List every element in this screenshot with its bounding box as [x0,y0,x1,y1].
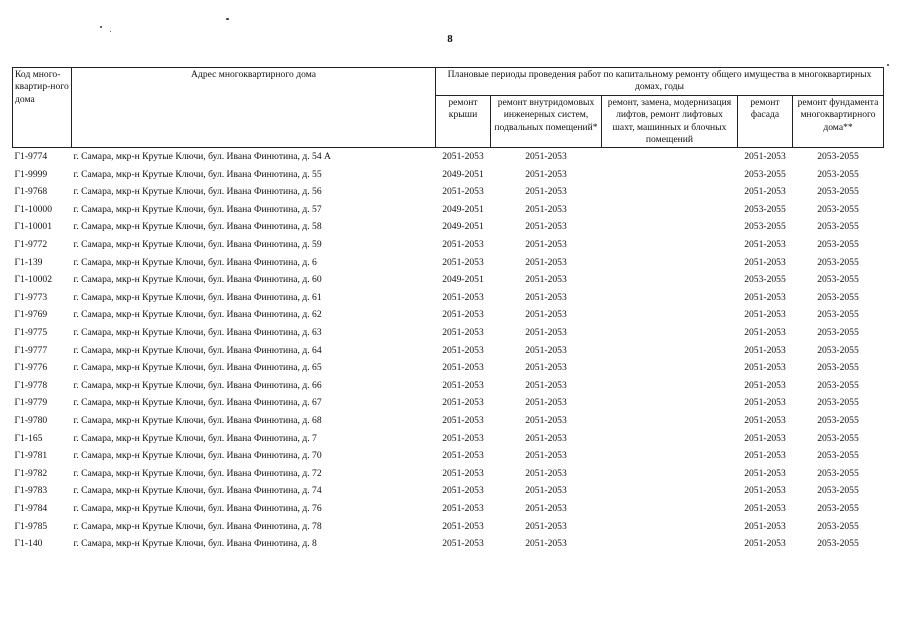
roof-period-cell: 2051-2053 [442,239,484,250]
facade-period-cell: 2051-2053 [744,414,786,426]
roof-period-cell: 2051-2053 [442,450,484,462]
code-cell: Г1-10001 [14,221,53,233]
elevators-period-cell [602,412,738,430]
table-row [13,184,884,202]
foundation-period-cell: 2053-2055 [817,467,859,479]
roof-period-cell: 2051-2053 [442,326,484,338]
roof-period-cell: 2051-2053 [442,485,484,497]
table-row [13,272,884,290]
engineering-period-cell: 2051-2053 [525,168,567,180]
engineering-period-cell: 2051-2053 [525,291,567,303]
elevators-period-cell [602,307,738,325]
header-address: Адрес многоквартирного дома [72,68,436,148]
roof-period-cell: 2051-2053 [442,362,484,374]
elevators-period-cell [602,289,738,307]
roof-period-cell: 2051-2053 [442,432,484,444]
foundation-period-cell: 2053-2055 [817,221,859,233]
facade-period-cell: 2053-2055 [744,221,786,233]
elevators-period-cell [602,236,738,254]
table-row [13,254,884,272]
facade-period-cell: 2051-2053 [744,379,786,391]
address-cell: г. Самара, мкр-н Крутые Ключи, бул. Ивана Финютина, д. 62 [73,309,322,321]
address-cell: г. Самара, мкр-н Крутые Ключи, бул. Ивана Финютина, д. 76 [73,502,322,514]
foundation-period-cell: 2053-2055 [817,344,859,356]
code-cell: Г1-9774 [14,151,48,163]
code-cell: Г1-10002 [14,274,53,286]
elevators-period-cell [602,201,738,219]
code-cell: Г1-9775 [14,326,48,338]
foundation-period-cell: 2053-2055 [817,186,859,198]
elevators-period-cell [602,518,738,536]
foundation-period-cell: 2053-2055 [817,274,859,286]
code-cell: Г1-139 [14,256,43,268]
engineering-period-cell: 2051-2053 [525,344,567,356]
code-cell: Г1-9772 [14,239,48,250]
facade-period-cell: 2051-2053 [744,151,786,163]
elevators-period-cell [602,500,738,518]
engineering-period-cell: 2051-2053 [525,186,567,198]
address-cell: г. Самара, мкр-н Крутые Ключи, бул. Ивана Финютина, д. 7 [73,432,317,444]
facade-period-cell: 2051-2053 [744,450,786,462]
facade-period-cell: 2051-2053 [744,397,786,409]
code-cell: Г1-165 [14,432,43,444]
elevators-period-cell [602,184,738,202]
foundation-period-cell: 2053-2055 [817,379,859,391]
scan-speck [887,64,889,66]
facade-period-cell: 2051-2053 [744,291,786,303]
facade-period-cell: 2051-2053 [744,256,786,268]
address-cell: г. Самара, мкр-н Крутые Ключи, бул. Ивана Финютина, д. 74 [73,485,322,497]
engineering-period-cell: 2051-2053 [525,239,567,250]
facade-period-cell: 2051-2053 [744,520,786,532]
facade-period-cell: 2053-2055 [744,274,786,286]
address-cell: г. Самара, мкр-н Крутые Ключи, бул. Ивана Финютина, д. 8 [73,538,317,550]
engineering-period-cell: 2051-2053 [525,256,567,268]
table-row [13,448,884,466]
engineering-period-cell: 2051-2053 [525,502,567,514]
facade-period-cell: 2051-2053 [744,432,786,444]
elevators-period-cell [602,360,738,378]
address-cell: г. Самара, мкр-н Крутые Ключи, бул. Ивана Финютина, д. 64 [73,344,322,356]
table-row [13,289,884,307]
scan-speck [226,18,229,20]
foundation-period-cell: 2053-2055 [817,239,859,250]
foundation-period-cell: 2053-2055 [817,168,859,180]
facade-period-cell: 2051-2053 [744,502,786,514]
header-foundation: ремонт фундамента многоквартирного дома** [793,95,884,148]
table-row [13,465,884,483]
foundation-period-cell: 2053-2055 [817,203,859,215]
engineering-period-cell: 2051-2053 [525,467,567,479]
code-cell: Г1-9784 [14,502,48,514]
code-cell: Г1-9777 [14,344,48,356]
code-cell: Г1-9776 [14,362,48,374]
foundation-period-cell: 2053-2055 [817,309,859,321]
code-cell: Г1-9785 [14,520,48,532]
address-cell: г. Самара, мкр-н Крутые Ключи, бул. Ивана Финютина, д. 63 [73,326,322,338]
address-cell: г. Самара, мкр-н Крутые Ключи, бул. Ивана Финютина, д. 54 А [73,151,331,163]
roof-period-cell: 2051-2053 [442,309,484,321]
roof-period-cell: 2051-2053 [442,291,484,303]
elevators-period-cell [602,324,738,342]
roof-period-cell: 2051-2053 [442,414,484,426]
code-cell: Г1-9773 [14,291,48,303]
code-cell: Г1-9782 [14,467,48,479]
address-cell: г. Самара, мкр-н Крутые Ключи, бул. Ивана Финютина, д. 6 [73,256,317,268]
code-cell: Г1-9783 [14,485,48,497]
address-cell: г. Самара, мкр-н Крутые Ключи, бул. Ивана Финютина, д. 78 [73,520,322,532]
engineering-period-cell: 2051-2053 [525,450,567,462]
facade-period-cell: 2051-2053 [744,309,786,321]
table-row [13,412,884,430]
engineering-period-cell: 2051-2053 [525,274,567,286]
code-cell: Г1-9768 [14,186,48,198]
address-cell: г. Самара, мкр-н Крутые Ключи, бул. Ивана Финютина, д. 72 [73,467,322,479]
elevators-period-cell [602,342,738,360]
roof-period-cell: 2051-2053 [442,186,484,198]
roof-period-cell: 2051-2053 [442,467,484,479]
table-row [13,483,884,501]
facade-period-cell: 2051-2053 [744,326,786,338]
foundation-period-cell: 2053-2055 [817,502,859,514]
table-row [13,395,884,413]
code-cell: Г1-9781 [14,450,48,462]
table-row [13,148,884,166]
address-cell: г. Самара, мкр-н Крутые Ключи, бул. Ивана Финютина, д. 58 [73,221,322,233]
engineering-period-cell: 2051-2053 [525,151,567,163]
table-body [13,148,884,553]
header-elevators: ремонт, замена, модернизация лифтов, ремонт лифтовых шахт, машинных и блочных помещений [602,95,738,148]
address-cell: г. Самара, мкр-н Крутые Ключи, бул. Ивана Финютина, д. 55 [73,168,322,180]
table-row [13,236,884,254]
table-row [13,324,884,342]
address-cell: г. Самара, мкр-н Крутые Ключи, бул. Ивана Финютина, д. 66 [73,379,322,391]
address-cell: г. Самара, мкр-н Крутые Ключи, бул. Ивана Финютина, д. 61 [73,291,322,303]
engineering-period-cell: 2051-2053 [525,414,567,426]
foundation-period-cell: 2053-2055 [817,326,859,338]
header-engineering: ремонт внутридомовых инженерных систем, подвальных помещений* [491,95,602,148]
engineering-period-cell: 2051-2053 [525,538,567,550]
table-row [13,342,884,360]
roof-period-cell: 2051-2053 [442,502,484,514]
table-row [13,219,884,237]
roof-period-cell: 2051-2053 [442,397,484,409]
code-cell: Г1-9778 [14,379,48,391]
address-cell: г. Самара, мкр-н Крутые Ключи, бул. Ивана Финютина, д. 60 [73,274,322,286]
elevators-period-cell [602,395,738,413]
roof-period-cell: 2049-2051 [442,221,484,233]
elevators-period-cell [602,272,738,290]
engineering-period-cell: 2051-2053 [525,432,567,444]
roof-period-cell: 2051-2053 [442,538,484,550]
facade-period-cell: 2053-2055 [744,203,786,215]
elevators-period-cell [602,430,738,448]
engineering-period-cell: 2051-2053 [525,309,567,321]
capital-repair-table [12,67,884,553]
address-cell: г. Самара, мкр-н Крутые Ключи, бул. Ивана Финютина, д. 68 [73,414,322,426]
header-periods-group: Плановые периоды проведения работ по капитальному ремонту общего имущества в многоквартирных домах, годы [436,68,884,96]
facade-period-cell: 2051-2053 [744,344,786,356]
table-row [13,518,884,536]
foundation-period-cell: 2053-2055 [817,414,859,426]
facade-period-cell: 2053-2055 [744,168,786,180]
address-cell: г. Самара, мкр-н Крутые Ключи, бул. Ивана Финютина, д. 57 [73,203,322,215]
address-cell: г. Самара, мкр-н Крутые Ключи, бул. Ивана Финютина, д. 59 [73,239,322,250]
roof-period-cell: 2051-2053 [442,520,484,532]
code-cell: Г1-9780 [14,414,48,426]
roof-period-cell: 2051-2053 [442,379,484,391]
scan-speck [100,26,102,28]
facade-period-cell: 2051-2053 [744,467,786,479]
foundation-period-cell: 2053-2055 [817,291,859,303]
roof-period-cell: 2051-2053 [442,344,484,356]
engineering-period-cell: 2051-2053 [525,362,567,374]
engineering-period-cell: 2051-2053 [525,397,567,409]
facade-period-cell: 2051-2053 [744,538,786,550]
code-cell: Г1-9999 [14,168,48,180]
engineering-period-cell: 2051-2053 [525,485,567,497]
facade-period-cell: 2051-2053 [744,239,786,250]
code-cell: Г1-10000 [14,203,53,215]
address-cell: г. Самара, мкр-н Крутые Ключи, бул. Ивана Финютина, д. 67 [73,397,322,409]
code-cell: Г1-9779 [14,397,48,409]
address-cell: г. Самара, мкр-н Крутые Ключи, бул. Ивана Финютина, д. 65 [73,362,322,374]
table-row [13,307,884,325]
address-cell: г. Самара, мкр-н Крутые Ключи, бул. Ивана Финютина, д. 70 [73,450,322,462]
code-cell: Г1-140 [14,538,43,550]
elevators-period-cell [602,377,738,395]
foundation-period-cell: 2053-2055 [817,450,859,462]
facade-period-cell: 2051-2053 [744,186,786,198]
foundation-period-cell: 2053-2055 [817,256,859,268]
table-row [13,360,884,378]
foundation-period-cell: 2053-2055 [817,151,859,163]
elevators-period-cell [602,166,738,184]
code-cell: Г1-9769 [14,309,48,321]
elevators-period-cell [602,254,738,272]
elevators-period-cell [602,483,738,501]
roof-period-cell: 2051-2053 [442,151,484,163]
roof-period-cell: 2049-2051 [442,274,484,286]
elevators-period-cell [602,148,738,166]
foundation-period-cell: 2053-2055 [817,485,859,497]
foundation-period-cell: 2053-2055 [817,432,859,444]
facade-period-cell: 2051-2053 [744,485,786,497]
table-row [13,536,884,554]
elevators-period-cell [602,465,738,483]
engineering-period-cell: 2051-2053 [525,203,567,215]
elevators-period-cell [602,448,738,466]
foundation-period-cell: 2053-2055 [817,538,859,550]
engineering-period-cell: 2051-2053 [525,520,567,532]
address-cell: г. Самара, мкр-н Крутые Ключи, бул. Ивана Финютина, д. 56 [73,186,322,198]
roof-period-cell: 2051-2053 [442,256,484,268]
facade-period-cell: 2051-2053 [744,362,786,374]
header-code: Код много-квартир-ного дома [13,68,72,148]
engineering-period-cell: 2051-2053 [525,379,567,391]
foundation-period-cell: 2053-2055 [817,520,859,532]
table-row [13,500,884,518]
table-row [13,201,884,219]
foundation-period-cell: 2053-2055 [817,362,859,374]
header-facade: ремонт фасада [738,95,793,148]
header-roof: ремонт крыши [436,95,491,148]
elevators-period-cell [602,536,738,554]
table-header [13,68,884,148]
foundation-period-cell: 2053-2055 [817,397,859,409]
engineering-period-cell: 2051-2053 [525,221,567,233]
table-row [13,377,884,395]
engineering-period-cell: 2051-2053 [525,326,567,338]
roof-period-cell: 2049-2051 [442,168,484,180]
table-row [13,430,884,448]
elevators-period-cell [602,219,738,237]
page-number: 8 [447,33,453,45]
table-row [13,166,884,184]
roof-period-cell: 2049-2051 [442,203,484,215]
scan-speck [110,31,111,32]
